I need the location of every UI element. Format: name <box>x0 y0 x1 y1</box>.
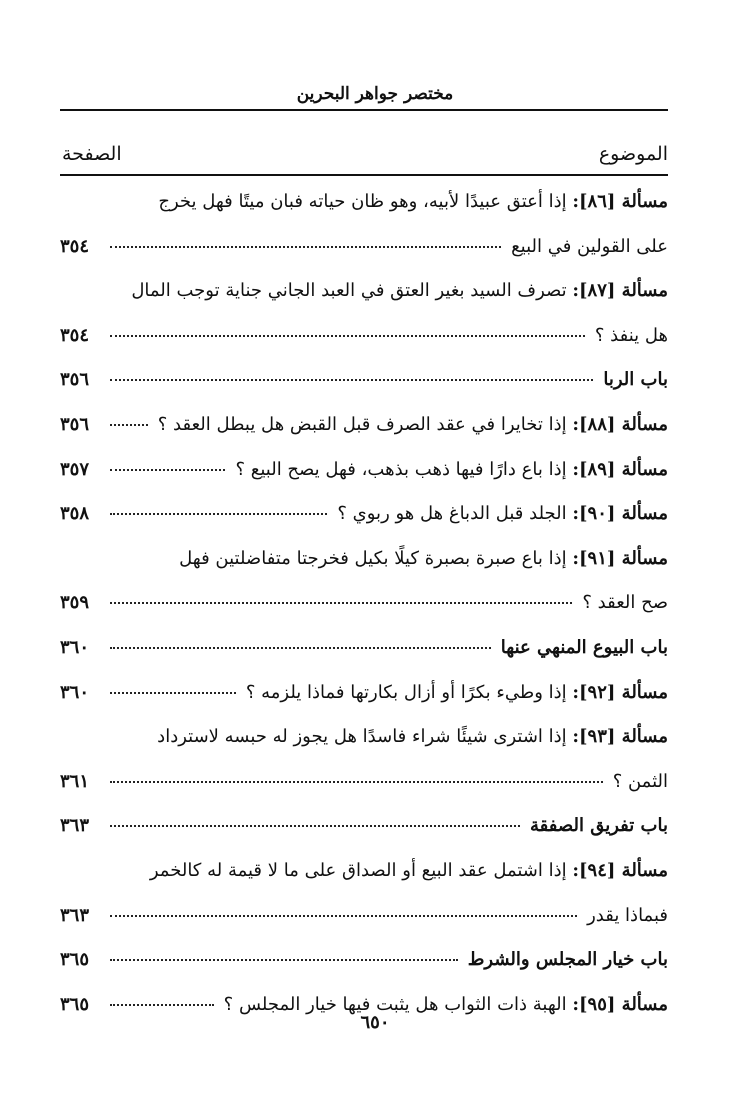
dot-leader <box>110 671 236 715</box>
page-ref: ٣٥٤ <box>60 324 90 346</box>
masala-label: مسألة [٨٨]: <box>572 413 668 435</box>
dot-leader <box>110 225 501 269</box>
toc-line-text <box>158 180 668 224</box>
page-ref: ٣٦٥ <box>60 949 90 971</box>
toc-line-text <box>158 403 668 447</box>
dot-leader <box>110 492 327 536</box>
masala-label: مسألة [٨٩]: <box>572 458 668 480</box>
toc-line-text <box>337 492 668 536</box>
toc-line-text <box>587 894 668 938</box>
column-head-page: الصفحة <box>62 143 122 165</box>
toc-line <box>60 403 668 448</box>
toc-line-text <box>235 448 668 492</box>
toc-line-text <box>582 581 668 625</box>
toc-line <box>60 938 668 983</box>
masala-label: مسألة [٩٢]: <box>572 681 668 703</box>
dot-leader <box>110 626 491 670</box>
chapter-title: باب البيوع المنهي عنها <box>500 636 668 658</box>
entry-text: الهبة ذات الثواب هل يثبت فيها خيار المجلس ؟ <box>223 993 567 1015</box>
toc-line <box>60 760 668 805</box>
entry-text: فبماذا يقدر <box>587 904 668 926</box>
dot-leader <box>110 894 577 938</box>
running-header: مختصر جواهر البحرين <box>296 84 454 104</box>
toc-entries <box>60 180 668 1027</box>
toc-line <box>60 358 668 403</box>
entry-text: إذا اشتمل عقد البيع أو الصداق على ما لا قيمة له كالخمر <box>149 859 567 881</box>
page-ref: ٣٦١ <box>60 770 90 792</box>
masala-label: مسألة [٩١]: <box>572 547 668 569</box>
toc-line <box>60 715 668 760</box>
dot-leader <box>110 760 603 804</box>
toc-line-text <box>595 314 668 358</box>
dot-leader <box>110 314 585 358</box>
page-ref: ٣٦٣ <box>60 815 90 837</box>
toc-line <box>60 894 668 939</box>
page-ref: ٣٥٧ <box>60 458 90 480</box>
entry-text: إذا تخايرا في عقد الصرف قبل القبض هل يبطل العقد ؟ <box>157 413 567 435</box>
page-ref: ٣٥٨ <box>60 503 90 525</box>
toc-line <box>60 180 668 225</box>
masala-label: مسألة [٩٠]: <box>572 503 668 525</box>
toc-line-text <box>613 760 668 804</box>
entry-text: إذا اشترى شيئًا شراء فاسدًا هل يجوز له حبسه لاسترداد <box>157 726 567 748</box>
chapter-title: باب الربا <box>603 369 668 391</box>
toc-line <box>60 671 668 716</box>
page-ref: ٣٦٥ <box>60 993 90 1015</box>
entry-text: هل ينفذ ؟ <box>594 324 668 346</box>
chapter-title: باب تفريق الصفقة <box>530 815 668 837</box>
toc-line-text <box>511 225 668 269</box>
toc-line <box>60 225 668 270</box>
page-ref: ٣٥٩ <box>60 592 90 614</box>
toc-line-text <box>246 671 668 715</box>
dot-leader <box>110 938 458 982</box>
dot-leader <box>110 358 593 402</box>
page-number: ٦٥٠ <box>360 1012 390 1033</box>
toc-line-text <box>157 715 668 759</box>
entry-text: تصرف السيد بغير العتق في العبد الجاني جناية توجب المال <box>131 280 567 302</box>
entry-text: إذا أعتق عبيدًا لأبيه، وهو ظان حياته فبان ميتًا فهل يخرج <box>158 191 567 212</box>
masala-label: مسألة [٨٦]: <box>572 191 668 212</box>
dot-leader <box>110 403 148 447</box>
column-head-topic: الموضوع <box>598 143 668 165</box>
toc-line <box>60 448 668 493</box>
chapter-title: باب خيار المجلس والشرط <box>467 949 668 971</box>
toc-line-text <box>179 537 668 581</box>
toc-line-text <box>131 269 668 313</box>
toc-line <box>60 269 668 314</box>
toc-line <box>60 537 668 582</box>
toc-line-text <box>468 938 668 982</box>
dot-leader <box>110 581 572 625</box>
page-ref: ٣٥٤ <box>60 235 90 257</box>
page-ref: ٣٥٦ <box>60 369 90 391</box>
dot-leader <box>110 804 520 848</box>
toc-line <box>60 314 668 359</box>
page-ref: ٣٦٠ <box>60 681 90 703</box>
toc-line-text <box>150 849 668 893</box>
column-head-rule <box>60 174 668 176</box>
toc-line-text <box>501 626 668 670</box>
entry-text: الثمن ؟ <box>612 770 668 792</box>
toc-line <box>60 581 668 626</box>
header-rule <box>60 109 668 111</box>
entry-text: الجلد قبل الدباغ هل هو ربوي ؟ <box>337 503 567 525</box>
toc-line <box>60 849 668 894</box>
toc-line <box>60 626 668 671</box>
page-ref: ٣٦٣ <box>60 904 90 926</box>
toc-line <box>60 492 668 537</box>
masala-label: مسألة [٨٧]: <box>572 280 668 302</box>
masala-label: مسألة [٩٥]: <box>572 993 668 1015</box>
entry-text: إذا وطيء بكرًا أو أزال بكارتها فماذا يلزمه ؟ <box>245 681 567 703</box>
dot-leader <box>110 448 225 492</box>
toc-line <box>60 804 668 849</box>
page-ref: ٣٦٠ <box>60 636 90 658</box>
entry-text: على القولين في البيع <box>511 235 668 257</box>
toc-line-text <box>603 358 668 402</box>
page-ref: ٣٥٦ <box>60 413 90 435</box>
masala-label: مسألة [٩٣]: <box>572 726 668 748</box>
entry-text: إذا باع دارًا فيها ذهب بذهب، فهل يصح البيع ؟ <box>235 458 567 480</box>
toc-line-text <box>530 804 668 848</box>
entry-text: إذا باع صبرة بصبرة كيلًا بكيل فخرجتا متفاضلتين فهل <box>179 547 567 569</box>
entry-text: صح العقد ؟ <box>582 592 668 614</box>
masala-label: مسألة [٩٤]: <box>572 859 668 881</box>
